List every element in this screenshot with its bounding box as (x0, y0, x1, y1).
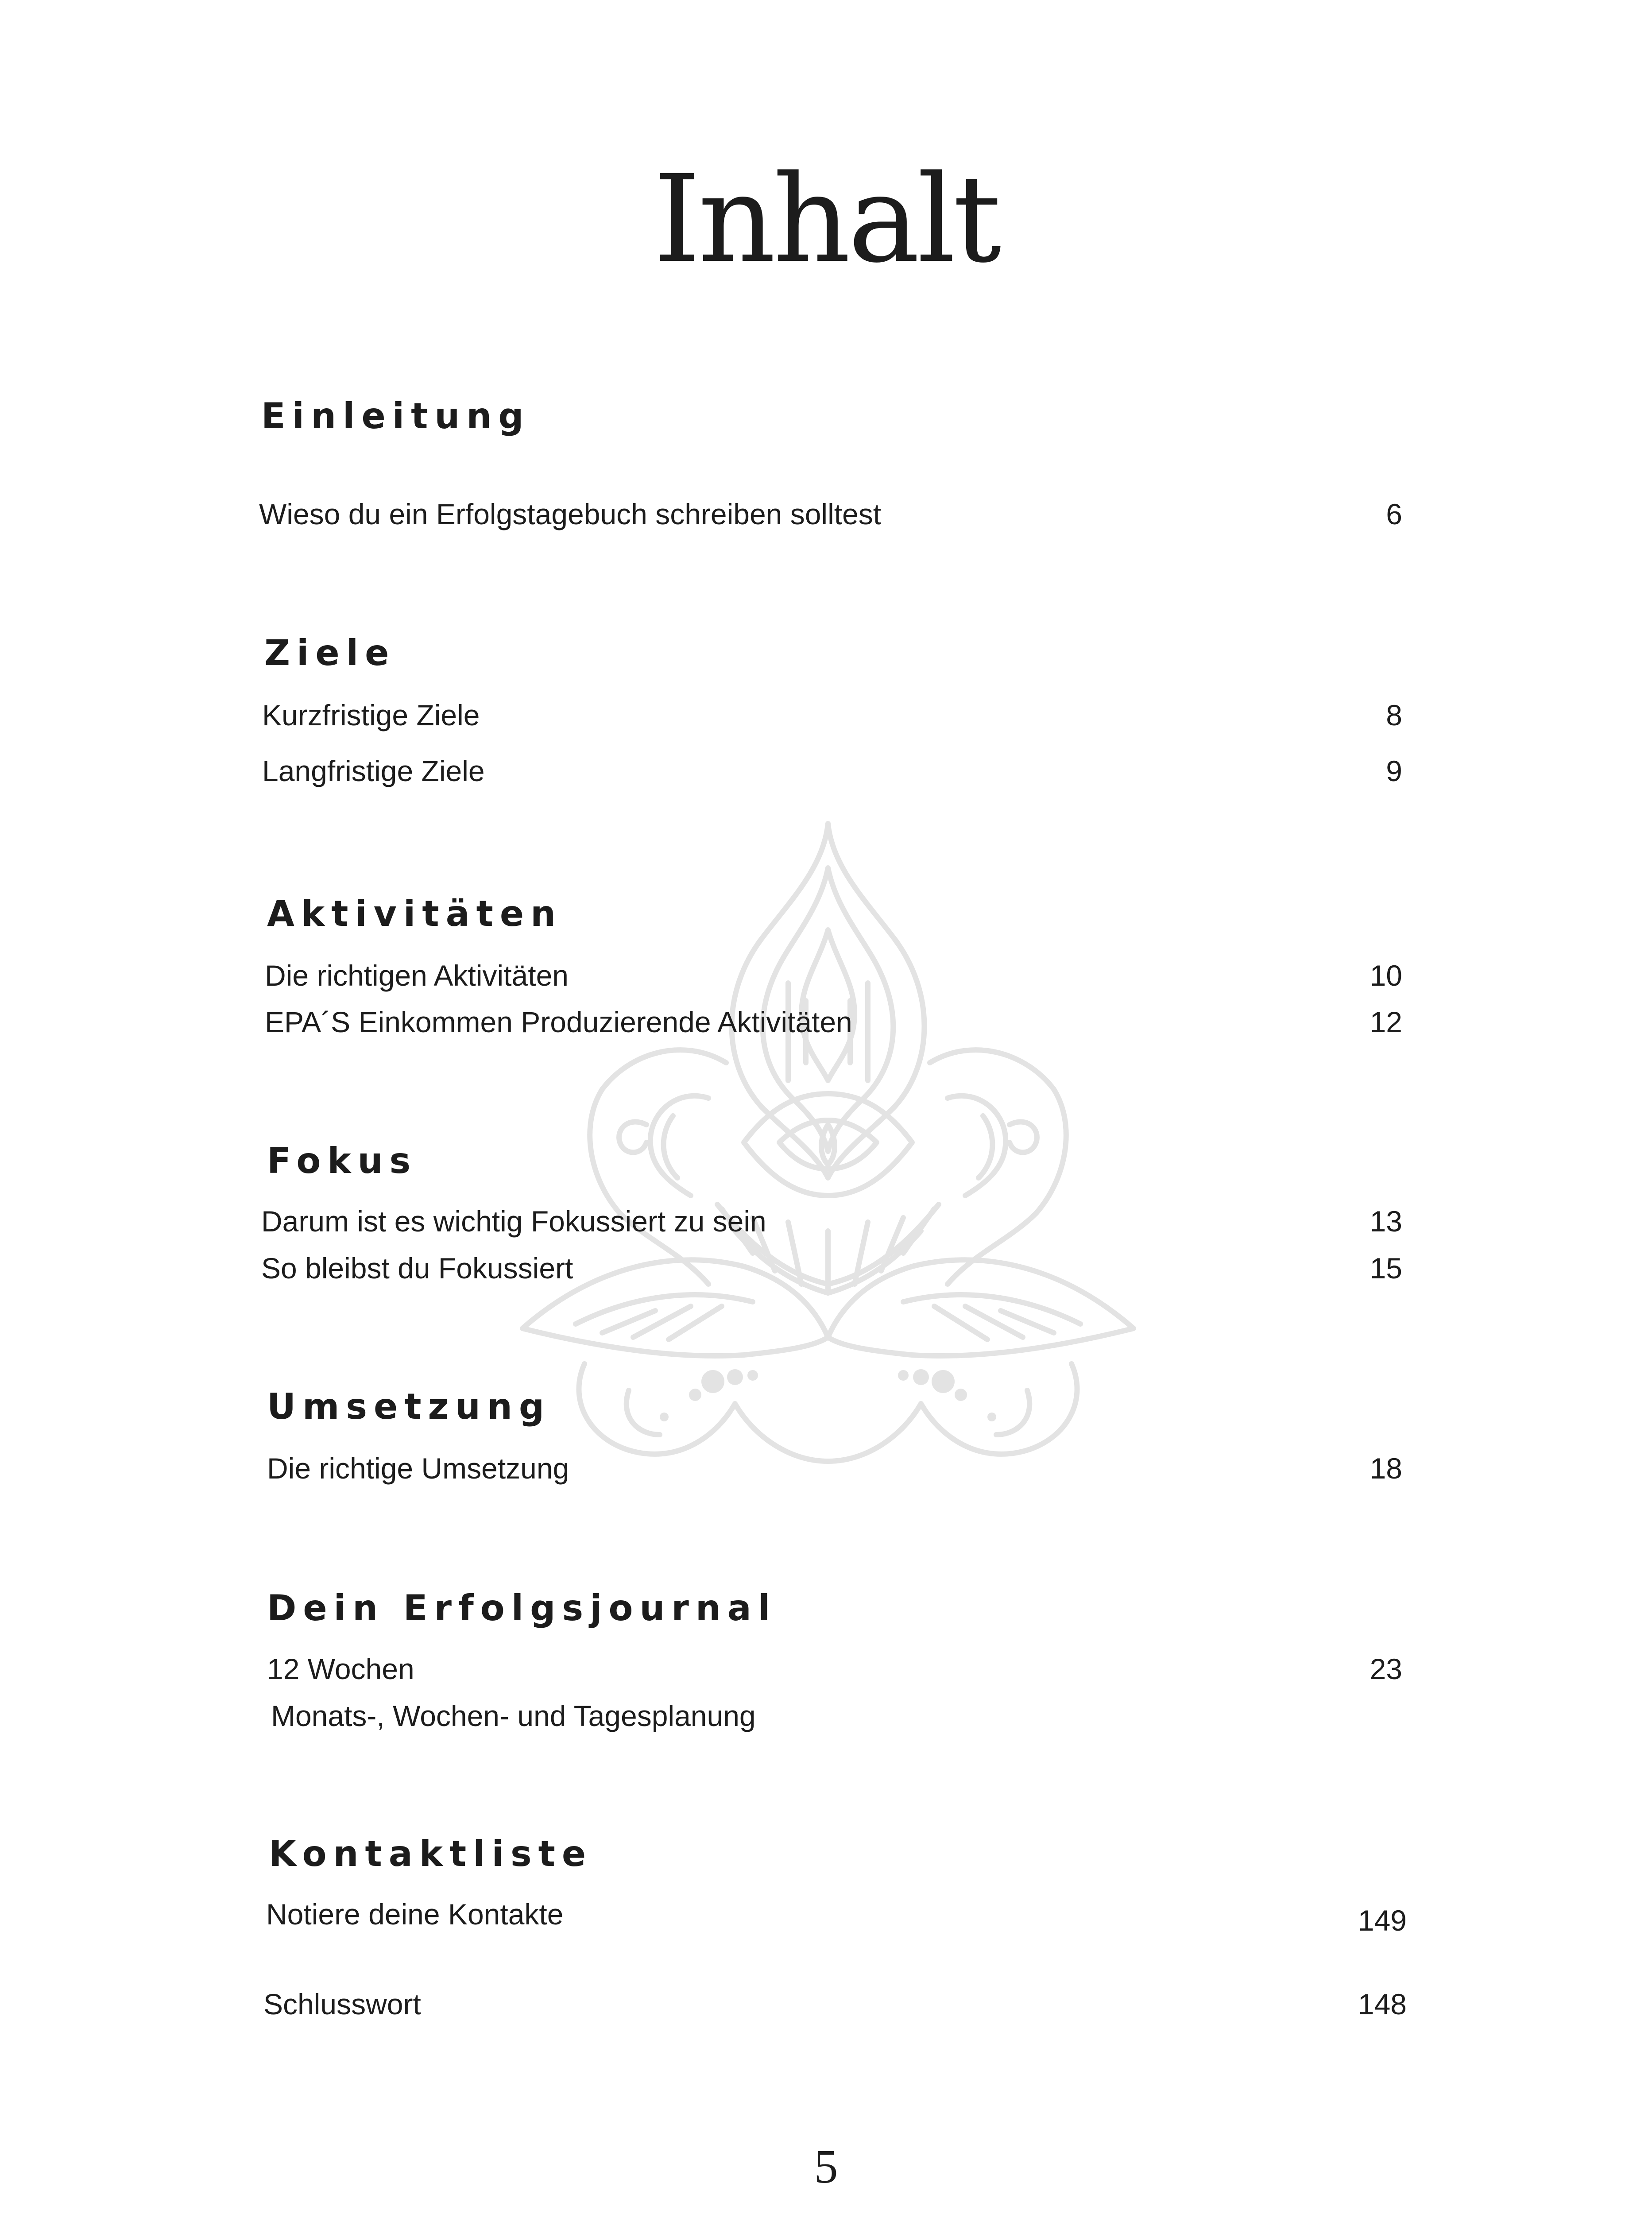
section-heading-aktivitaeten: Aktivitäten (267, 893, 563, 934)
toc-entry-label: So bleibst du Fokussiert (261, 1252, 573, 1285)
toc-entry-page: 148 (1358, 1988, 1407, 2020)
page-number: 5 (814, 2140, 838, 2193)
toc-entry-page: 6 (1386, 498, 1402, 530)
toc-entry-label: Darum ist es wichtig Fokussiert zu sein (261, 1205, 766, 1238)
toc-entry-label: EPA´S Einkommen Produzierende Aktivitäten (265, 1006, 852, 1038)
section-heading-kontaktliste: Kontaktliste (269, 1833, 593, 1874)
toc-entry-page: 8 (1386, 699, 1402, 732)
toc-entry-page: 12 (1370, 1006, 1402, 1038)
page-title: Inhalt (653, 150, 999, 290)
toc-entry-label: Schlusswort (263, 1988, 421, 2020)
lotus-mandala-icon (514, 815, 1142, 1497)
toc-entry-label: Die richtige Umsetzung (267, 1452, 569, 1485)
toc-entry-label: Monats-, Wochen- und Tagesplanung (271, 1699, 756, 1732)
toc-entry-page: 23 (1370, 1653, 1402, 1685)
toc-entry-page: 15 (1370, 1252, 1402, 1285)
toc-entry-label: Wieso du ein Erfolgstagebuch schreiben solltest (259, 498, 882, 530)
toc-entry-label: Langfristige Ziele (262, 755, 485, 787)
toc-entry-label: Notiere deine Kontakte (266, 1898, 564, 1931)
toc-entry-page: 149 (1358, 1904, 1407, 1937)
toc-entry-label: 12 Wochen (267, 1653, 414, 1685)
toc-entry-label: Die richtigen Aktivitäten (265, 959, 569, 992)
toc-entry-label: Kurzfristige Ziele (262, 699, 480, 732)
section-heading-fokus: Fokus (267, 1140, 418, 1181)
section-heading-erfolgsjournal: Dein Erfolgsjournal (267, 1587, 777, 1629)
toc-entry-page: 18 (1370, 1452, 1402, 1485)
section-heading-einleitung: Einleitung (261, 395, 530, 437)
section-heading-umsetzung: Umsetzung (267, 1386, 551, 1427)
toc-entry-page: 10 (1370, 959, 1402, 992)
toc-entry-page: 9 (1386, 755, 1402, 787)
section-heading-ziele: Ziele (264, 632, 396, 673)
toc-entry-page: 13 (1370, 1205, 1402, 1238)
